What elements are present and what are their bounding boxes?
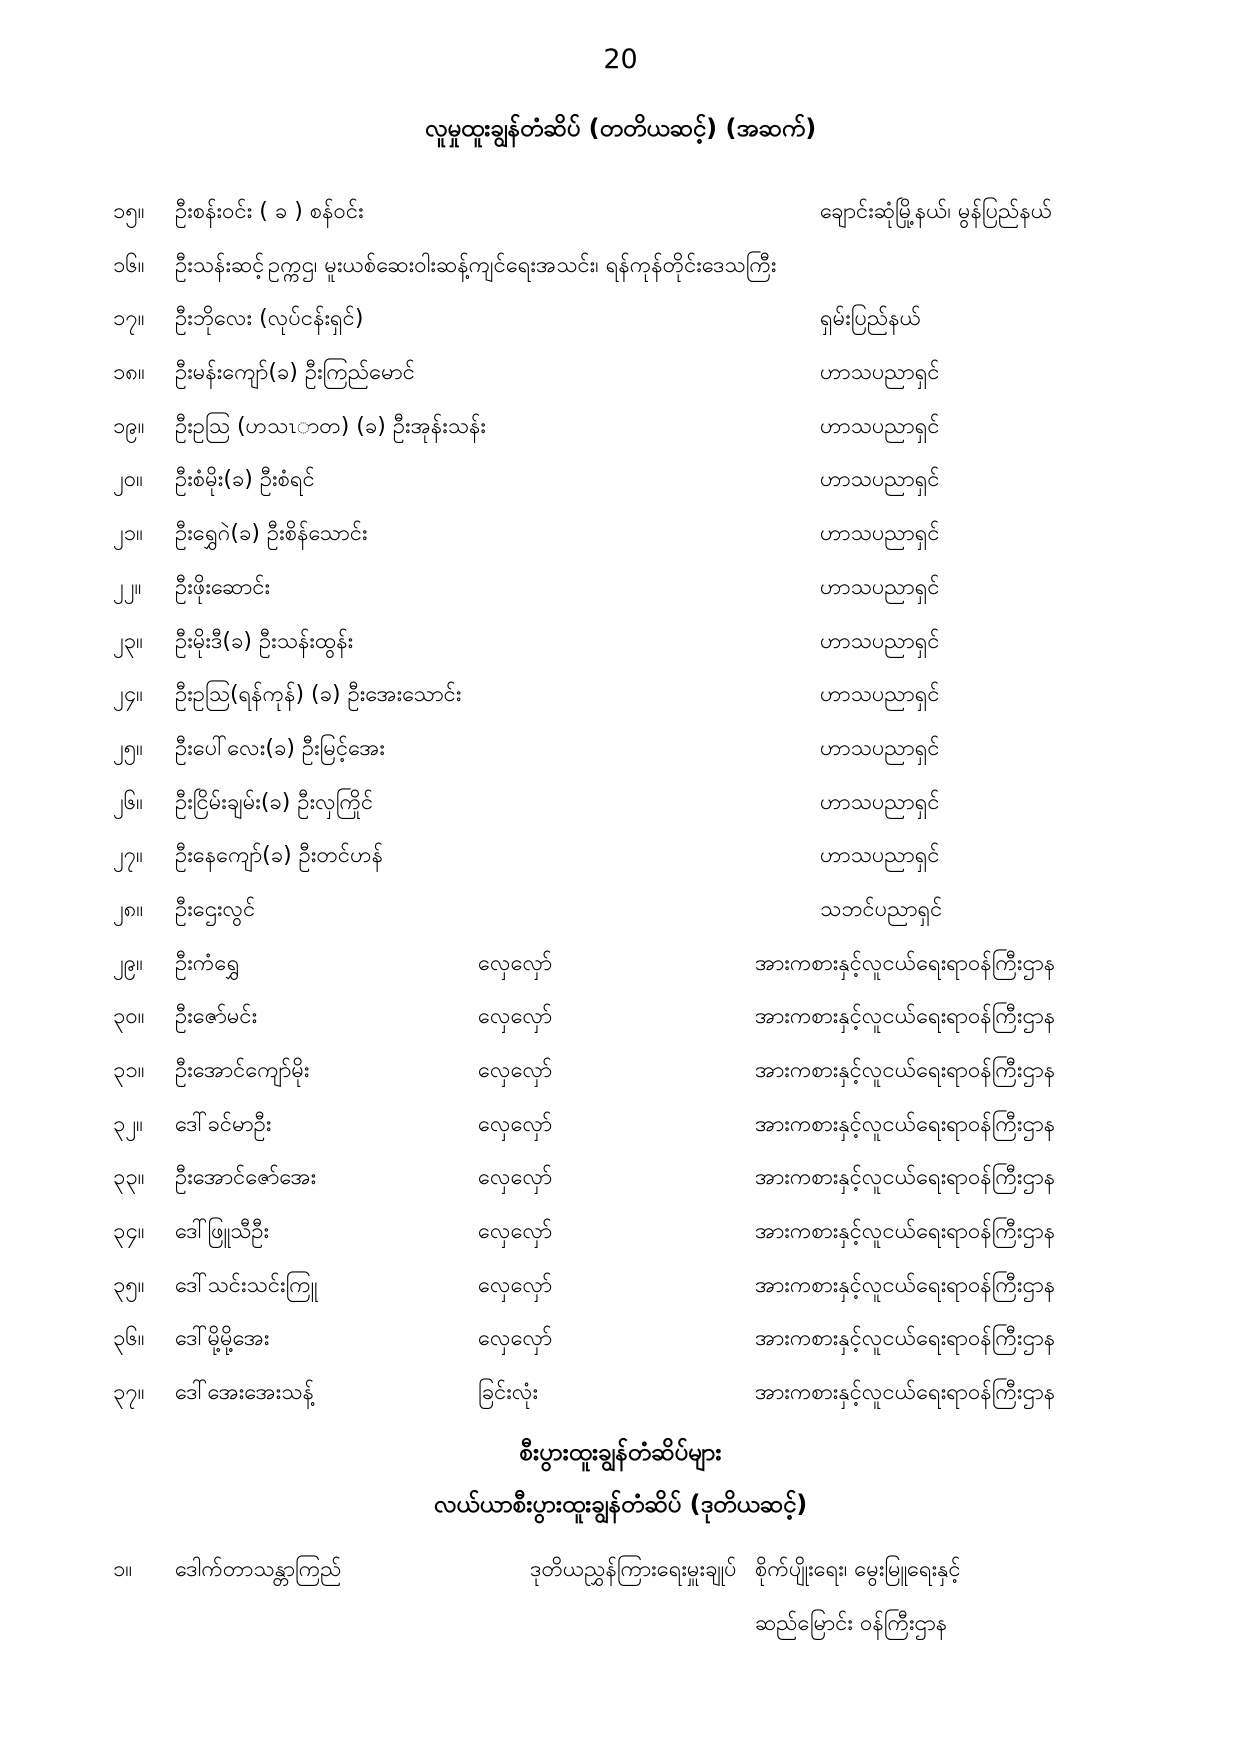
row-number: ၂၈။ [113, 896, 144, 922]
row-name: ဒေါ်သင်းသင်းကြူ [175, 1272, 318, 1298]
row-description: ဥက္ကဌ၊ မူးယစ်ဆေးဝါးဆန့်ကျင်ရေးအသင်း၊ ရန်ကုန်တိုင်းဒေသကြီး [268, 252, 777, 278]
row-number: ၃၅။ [113, 1272, 145, 1298]
list-item [113, 292, 1241, 346]
row-discipline: လှေလှော် [478, 950, 553, 976]
row-organization: အားကစားနှင့်လူငယ်ရေးရာဝန်ကြီးဌာန [755, 1380, 1056, 1406]
row-discipline: လှေလှော် [478, 1111, 553, 1137]
agriculture-award-list [113, 1543, 1241, 1651]
row-number: ၃၂။ [113, 1111, 143, 1137]
row-name: ဦးသန်းဆင့် [175, 252, 265, 278]
row-organization: ဟာသပညာရှင် [820, 413, 940, 439]
list-item [113, 615, 1241, 669]
list-item [113, 1098, 1241, 1152]
section1-title: လူမှုထူးချွန်တံဆိပ် (တတိယဆင့်) (အဆက်) [424, 114, 817, 142]
list-item [113, 990, 1241, 1044]
row-number: ၂၅။ [113, 735, 143, 761]
row-name: ဦးမိုးဒီ(ခ) ဦးသန်းထွန်း [175, 628, 354, 654]
list-item [113, 507, 1241, 561]
row-organization: အားကစားနှင့်လူငယ်ရေးရာဝန်ကြီးဌာန [755, 1272, 1056, 1298]
row-organization: ဟာသပညာရှင် [820, 628, 940, 654]
list-item [113, 1044, 1241, 1098]
list-item [113, 1259, 1241, 1313]
row-organization: ရှမ်းပြည်နယ် [820, 306, 922, 332]
row-organization: ဟာသပညာရှင် [820, 735, 940, 761]
row-number: ၂၄။ [113, 682, 143, 708]
row-name: ဒေါ်အေးအေးသန့် [175, 1380, 314, 1406]
row-discipline: လှေလှော် [478, 1058, 553, 1083]
list-item [113, 453, 1241, 507]
row-discipline: လှေလှော် [478, 1219, 553, 1245]
row-name: ဦးငြိမ်းချမ်း(ခ) ဦးလှကြိုင် [175, 789, 374, 815]
row-discipline: လှေလှော် [478, 1326, 553, 1352]
row-discipline: လှေလှော် [478, 1272, 553, 1298]
list-item [113, 668, 1241, 722]
row-number: ၃၆။ [113, 1326, 145, 1352]
row-number: ၂၉။ [113, 950, 143, 976]
row-number: ၂၃။ [113, 628, 143, 654]
list-item [113, 239, 1241, 293]
row-discipline: ဒုတိယညွှန်ကြားရေးမှူးချုပ် [530, 1557, 737, 1582]
row-name: ဦးကံရွှေ [175, 950, 240, 976]
list-item [113, 185, 1241, 239]
row-name: ဦးဘိုလေး (လုပ်ငန်းရှင်) [175, 306, 364, 332]
row-name: ဒေါ်ခင်မာဦး [175, 1111, 272, 1137]
row-name: ဦးဥဩ(ရန်ကုန်) (ခ) ဦးအေးသောင်း [175, 682, 462, 708]
row-organization: ဟာသပညာရှင် [820, 360, 940, 386]
row-organization: အားကစားနှင့်လူငယ်ရေးရာဝန်ကြီးဌာန [755, 1165, 1056, 1191]
row-name: ဦးရွှေဂဲ(ခ) ဦးစိန်သောင်း [175, 521, 368, 547]
row-name: ဦးစံမိုး(ခ) ဦးစံရင် [175, 467, 315, 493]
row-name: ဦးဥဩ (ဟသၤာတ) (ခ) ဦးအုန်းသန်း [175, 413, 487, 439]
list-item [113, 346, 1241, 400]
section2-subtitle: လယ်ယာစီးပွားထူးချွန်တံဆိပ် (ဒုတိယဆင့်) [433, 1490, 808, 1518]
row-name: ဦးဇော်မင်း [175, 1004, 258, 1030]
row-number: ၁၆။ [113, 252, 145, 278]
row-number: ၁၉။ [113, 413, 145, 439]
list-item [113, 722, 1241, 776]
row-name: ဒေါ်ဖြူသီဦး [175, 1219, 270, 1245]
row-organization: အားကစားနှင့်လူငယ်ရေးရာဝန်ကြီးဌာန [755, 1004, 1056, 1030]
list-item [113, 1312, 1241, 1366]
list-item [113, 400, 1241, 454]
row-name: ဦးစန်းဝင်း ( ခ ) စန်ဝင်း [175, 199, 364, 224]
row-organization-line2: ဆည်မြောင်း ဝန်ကြီးဌာန [755, 1611, 948, 1636]
row-name: ဦးအောင်ကျော်မိုး [175, 1058, 310, 1083]
row-name: ဦးဌေးလွင် [175, 896, 256, 922]
row-organization: ဟာသပညာရှင် [820, 574, 940, 600]
list-item [113, 1366, 1241, 1420]
row-discipline: ခြင်းလုံး [478, 1380, 539, 1406]
row-number: ၂၁။ [113, 521, 143, 547]
row-name: ဦးနေကျော်(ခ) ဦးတင်ဟန် [175, 843, 383, 869]
row-name: ဦးဖိုးဆောင်း [175, 574, 271, 600]
list-item [113, 1543, 1241, 1651]
row-organization: ဟာသပညာရှင် [820, 682, 940, 708]
row-number: ၃၁။ [113, 1058, 145, 1083]
list-item [113, 883, 1241, 937]
row-number: ၂၀။ [113, 467, 143, 493]
row-organization: ဟာသပညာရှင် [820, 467, 940, 493]
row-organization: ဟာသပညာရှင် [820, 521, 940, 547]
row-organization: ချောင်းဆုံမြို့နယ်၊ မွန်ပြည်နယ် [820, 199, 1053, 224]
row-discipline: လှေလှော် [478, 1165, 553, 1191]
row-number: ၃၃။ [113, 1165, 145, 1191]
list-item [113, 1151, 1241, 1205]
row-number: ၃၇။ [113, 1380, 145, 1406]
list-item [113, 561, 1241, 615]
list-item [113, 1205, 1241, 1259]
row-organization: ဟာသပညာရှင် [820, 843, 940, 869]
section2-title: စီးပွားထူးချွန်တံဆိပ်များ [519, 1438, 722, 1466]
row-number: ၃၀။ [113, 1004, 145, 1030]
row-number: ၁၈။ [113, 360, 145, 386]
row-number: ၁။ [113, 1557, 133, 1582]
row-number: ၂၂။ [113, 574, 142, 600]
row-organization: ဟာသပညာရှင် [820, 789, 940, 815]
row-number: ၃၄။ [113, 1219, 145, 1245]
row-number: ၂၆။ [113, 789, 143, 815]
row-organization: သဘင်ပညာရှင် [820, 896, 943, 922]
row-name: ဦးအောင်ဇော်အေး [175, 1165, 317, 1191]
row-organization: အားကစားနှင့်လူငယ်ရေးရာဝန်ကြီးဌာန [755, 1111, 1056, 1137]
row-organization: အားကစားနှင့်လူငယ်ရေးရာဝန်ကြီးဌာန [755, 1058, 1056, 1083]
row-discipline: လှေလှော် [478, 1004, 553, 1030]
row-number: ၁၇။ [113, 306, 145, 332]
page-number: 20 [603, 44, 638, 75]
row-name: ဦးမန်းကျော်(ခ) ဦးကြည်မောင် [175, 360, 415, 386]
row-name: ဦးပေါ်လေး(ခ) ဦးမြင့်အေး [175, 735, 386, 761]
row-name: ဒေါ်မို့မို့အေး [175, 1326, 270, 1352]
row-organization: စိုက်ပျိုးရေး၊ မွေးမြူရေးနှင့် [755, 1557, 961, 1582]
row-organization: အားကစားနှင့်လူငယ်ရေးရာဝန်ကြီးဌာန [755, 1326, 1056, 1352]
row-organization: အားကစားနှင့်လူငယ်ရေးရာဝန်ကြီးဌာန [755, 950, 1056, 976]
list-item [113, 937, 1241, 991]
list-item [113, 776, 1241, 830]
row-organization: အားကစားနှင့်လူငယ်ရေးရာဝန်ကြီးဌာန [755, 1219, 1056, 1245]
list-item [113, 829, 1241, 883]
row-number: ၁၅။ [113, 199, 145, 224]
social-award-list [113, 185, 1241, 1420]
row-number: ၂၇။ [113, 843, 143, 869]
row-name: ဒေါက်တာသန္တာကြည် [175, 1557, 342, 1582]
